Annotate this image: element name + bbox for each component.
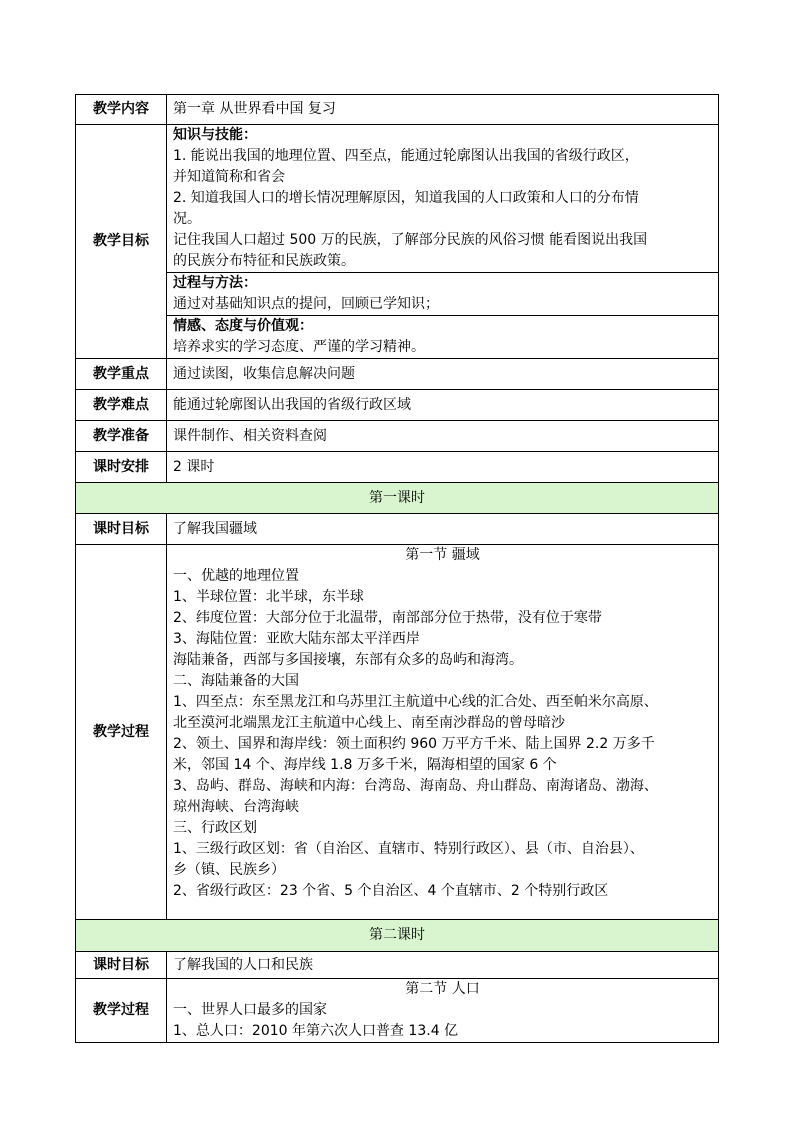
content-value: 第一章 从世界看中国 复习 — [167, 95, 719, 125]
lesson1-process-label: 教学过程 — [76, 545, 167, 920]
knowledge-line: 况。 — [173, 211, 201, 227]
lesson2-section-title: 第二节 人口 — [405, 981, 480, 997]
preparation-label: 教学准备 — [76, 421, 167, 452]
emotion-heading: 情感、态度与价值观： — [173, 318, 313, 334]
lesson1-process-cell — [167, 545, 719, 920]
knowledge-line: 记住我国人口超过 500 万的民族，了解部分民族的风俗习惯 能看图说出我国 — [173, 232, 648, 248]
objectives-emotion-row — [76, 316, 719, 359]
emotion-cell — [167, 316, 719, 359]
lesson2-goal-label: 课时目标 — [76, 952, 167, 979]
knowledge-cell — [167, 125, 719, 273]
difficulties-row — [76, 390, 719, 421]
preparation-row — [76, 421, 719, 452]
lesson1-line: 2、领土、国界和海岸线：领土面积约 960 万平方千米、陆上国界 2.2 万多千 — [173, 736, 655, 752]
key-points-label: 教学重点 — [76, 359, 167, 390]
lesson2-banner: 第二课时 — [76, 920, 719, 952]
lesson1-banner-row — [76, 483, 719, 514]
process-cell — [167, 273, 719, 316]
lesson1-process-row — [76, 545, 719, 920]
process-line: 通过对基础知识点的提问，回顾已学知识； — [173, 296, 439, 312]
knowledge-line: 的民族分布特征和民族政策。 — [173, 253, 355, 269]
lesson2-process-cell — [167, 979, 719, 1043]
lesson1-line: 二、海陆兼备的大国 — [173, 673, 299, 689]
lesson1-line: 乡（镇、民族乡） — [173, 862, 285, 878]
difficulties-label: 教学难点 — [76, 390, 167, 421]
schedule-value: 2 课时 — [167, 452, 719, 483]
preparation-value: 课件制作、相关资料查阅 — [167, 421, 719, 452]
lesson1-line: 2、纬度位置：大部分位于北温带，南部部分位于热带，没有位于寒带 — [173, 610, 602, 626]
lesson1-goal-row — [76, 514, 719, 545]
lesson1-banner: 第一课时 — [76, 483, 719, 514]
lesson-plan-table — [75, 94, 719, 1043]
objectives-process-row — [76, 273, 719, 316]
knowledge-line: 1. 能说出我国的地理位置、四至点，能通过轮廓图认出我国的省级行政区， — [173, 148, 639, 164]
lesson2-goal-value: 了解我国的人口和民族 — [167, 952, 719, 979]
emotion-line: 培养求实的学习态度、严谨的学习精神。 — [173, 339, 425, 355]
lesson1-line: 北至漠河北端黑龙江主航道中心线上、南至南沙群岛的曾母暗沙 — [173, 715, 565, 731]
lesson2-goal-row — [76, 952, 719, 979]
knowledge-line: 并知道简称和省会 — [173, 169, 285, 185]
lesson2-banner-row — [76, 920, 719, 952]
knowledge-line: 2. 知道我国人口的增长情况理解原因，知道我国的人口政策和人口的分布情 — [173, 190, 639, 206]
objectives-knowledge-row — [76, 125, 719, 273]
lesson1-line: 2、省级行政区：23 个省、5 个自治区、4 个直辖市、2 个特别行政区 — [173, 883, 609, 899]
lesson1-line: 三、行政区划 — [173, 820, 257, 836]
lesson2-line: 1、总人口：2010 年第六次人口普查 13.4 亿 — [173, 1023, 459, 1039]
lesson1-goal-label: 课时目标 — [76, 514, 167, 545]
lesson1-section-title: 第一节 疆域 — [405, 547, 480, 563]
lesson1-line: 琼州海峡、台湾海峡 — [173, 799, 299, 815]
lesson2-process-label: 教学过程 — [76, 979, 167, 1043]
lesson2-line: 一、世界人口最多的国家 — [173, 1002, 327, 1018]
content-label: 教学内容 — [76, 95, 167, 125]
objectives-label: 教学目标 — [76, 125, 167, 359]
schedule-label: 课时安排 — [76, 452, 167, 483]
lesson2-process-row — [76, 979, 719, 1043]
content-row — [76, 95, 719, 125]
lesson1-line: 1、三级行政区划：省（自治区、直辖市、特别行政区）、县（市、自治县）、 — [173, 841, 644, 857]
lesson1-line: 1、半球位置：北半球，东半球 — [173, 589, 364, 605]
process-heading: 过程与方法： — [173, 275, 257, 291]
key-points-row — [76, 359, 719, 390]
lesson1-line: 米，邻国 14 个、海岸线 1.8 万多千米，隔海相望的国家 6 个 — [173, 757, 557, 773]
lesson1-line: 海陆兼备，西部与多国接壤，东部有众多的岛屿和海湾。 — [173, 652, 523, 668]
difficulties-value: 能通过轮廓图认出我国的省级行政区域 — [167, 390, 719, 421]
knowledge-heading: 知识与技能： — [173, 127, 257, 143]
lesson1-line: 3、海陆位置：亚欧大陆东部太平洋西岸 — [173, 631, 420, 647]
lesson1-line: 3、岛屿、群岛、海峡和内海：台湾岛、海南岛、舟山群岛、南海诸岛、渤海、 — [173, 778, 658, 794]
lesson1-goal-value: 了解我国疆域 — [167, 514, 719, 545]
schedule-row — [76, 452, 719, 483]
lesson1-line: 一、优越的地理位置 — [173, 568, 299, 584]
lesson1-line: 1、四至点：东至黑龙江和乌苏里江主航道中心线的汇合处、西至帕米尔高原、 — [173, 694, 658, 710]
key-points-value: 通过读图，收集信息解决问题 — [167, 359, 719, 390]
